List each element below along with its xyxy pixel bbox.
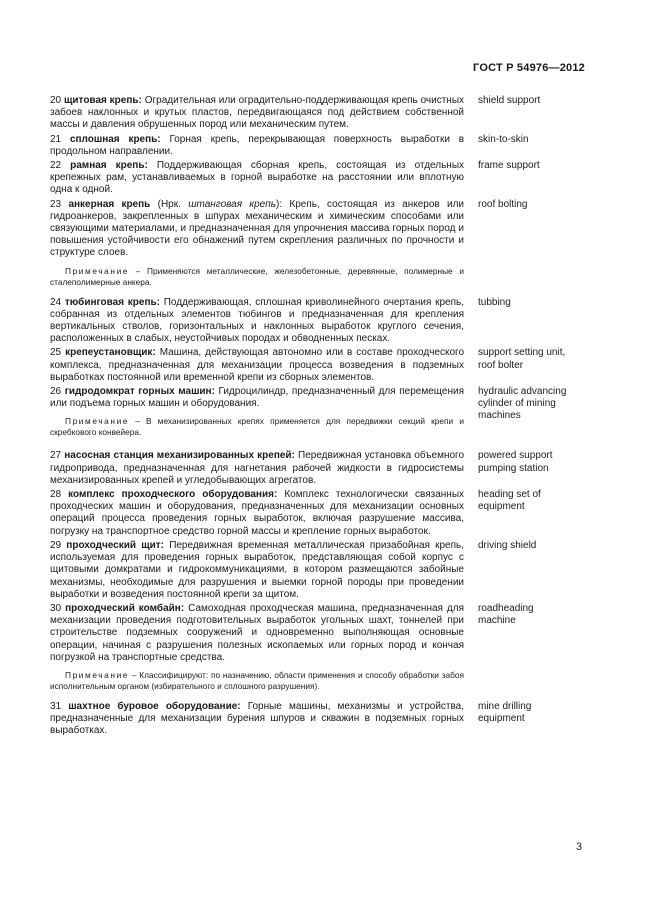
term-definition (50, 347, 464, 384)
term-number: 28 (50, 489, 62, 501)
english-equivalent: roof bolting (478, 198, 528, 210)
english-equivalent: frame support (478, 160, 540, 172)
page-number: 3 (576, 841, 583, 853)
term-number: 25 (50, 347, 62, 359)
term-number: 30 (50, 602, 62, 614)
definition-text: Поддерживающая, сплошная криволинейного очертания крепь, собранная из отдельных элементов тюбингов и предназначенная для крепления вертикальных стволов, горизонтальных и наклонных выработок круглого сечения, расположенных в слабых, неустойчивых породах и обводненных песках. (50, 296, 464, 345)
standard-number: ГОСТ Р 54976—2012 (473, 62, 585, 74)
term-definition (50, 489, 464, 538)
term-number: 22 (50, 160, 62, 172)
term-name: щитовая крепь: (63, 95, 142, 106)
term-entry-27 (50, 450, 596, 487)
term-name: насосная станция механизированных крепей: (64, 450, 295, 462)
english-equivalent: powered support pumping station (478, 450, 553, 474)
term-name: анкерная крепь (68, 198, 151, 210)
deprecated-prefix: (Нрк. (157, 198, 189, 210)
term-definition (50, 160, 464, 197)
definition-text: Горная крепь, перекрывающая поверхность выработки в продольном направлении. (50, 133, 465, 157)
term-number: 20 (50, 95, 62, 106)
term-number: 31 (50, 700, 62, 712)
term-entry-23 (50, 199, 596, 260)
note-text: – В механизированных крепях применяется для передвижки секций крепи и скребкового конвейера. (50, 416, 464, 438)
term-number: 29 (50, 539, 62, 551)
term-entry-29 (50, 540, 596, 601)
note (50, 416, 464, 438)
term-definition (50, 199, 464, 260)
definition-text: Оградительная или оградительно-поддерживающая крепь очистных забоев наклонных и крутых пластов, передвигающаяся под действием собственной массы и давления обрушенных пород или механическим путем. (50, 95, 465, 131)
term-definition (50, 95, 464, 132)
term-name: крепеустановщик: (65, 347, 156, 359)
deprecated-term: штанговая крепь (188, 198, 276, 210)
term-definition (50, 297, 464, 346)
definition-text: Гидроцилиндр, предназначенный для перемещения или подъема горных машин и оборудования. (50, 386, 464, 410)
term-entry-26 (50, 386, 596, 444)
term-number: 27 (50, 450, 62, 462)
english-equivalent: mine drilling equipment (478, 700, 532, 725)
term-entry-20 (50, 95, 596, 132)
english-equivalent: skin-to-skin (478, 133, 529, 145)
definition-text: Крепь, состоящая из анкеров или гидроанкеров, закрепленных в шпурах механическим и химическим способами или связующими материалами, и предназначенная для упрочнения массива горных пород и повышения устойчивости его обнажений путем скрепления различных по прочности и структуре слоев. (50, 198, 465, 259)
note-label: Примечание (65, 669, 130, 680)
term-name: комплекс проходческого оборудования: (68, 489, 278, 501)
term-entry-24 (50, 297, 596, 346)
definition-text: Поддерживающая сборная крепь, состоящая из отдельных крепежных рам, устанавливаемых в горной выработке на расстоянии или вплотную одна к одной. (50, 160, 465, 196)
term-entry-21 (50, 134, 596, 158)
term-definition (50, 603, 464, 664)
note-text: – Применяются металлические, железобетонные, деревянные, полимерные и сталеполимерные анкера. (50, 265, 464, 287)
definition-text: Передвижная установка объемного гидропривода, предназначенная для нагнетания рабочей жидкости в гидросистемы механизированных крепей и угледобывающих агрегатов. (50, 450, 465, 486)
term-entry-31 (50, 701, 596, 738)
term-number: 24 (50, 296, 62, 308)
note (50, 670, 464, 692)
term-entry-25 (50, 347, 596, 384)
term-number: 26 (50, 386, 62, 398)
english-equivalent: driving shield (478, 539, 537, 551)
term-name: шахтное буровое оборудование: (68, 700, 241, 712)
definition-text: Передвижная временная металлическая призабойная крепь, используемая для проведения горных выработок, представляющая собой корпус с щитовыми домкратами и гидрокоммуникациями, в котором размещаются забойные механизмы, необходимые для разрушения и выемки горной породы при проведении выработки и возведения постоянной крепи за щитом. (50, 539, 465, 600)
term-name: проходческий щит: (66, 539, 165, 551)
term-name: сплошная крепь: (69, 133, 161, 145)
term-number: 23 (50, 198, 62, 210)
term-name: проходческий комбайн: (65, 602, 185, 614)
definition-text: Горные машины, механизмы и устройства, предназначенные для механизации бурения шпуров и скважин в подземных горных выработках. (50, 700, 465, 737)
term-definition (50, 450, 464, 487)
deprecated-suffix: ): (275, 198, 290, 210)
note-text: – Классифицируют: по назначению, области применения и способу обработки забоя исполнительным органом (избирательного и сплошного разрушения). (50, 669, 464, 691)
term-name: рамная крепь: (70, 160, 148, 172)
note-label: Примечание (65, 265, 130, 276)
term-name: тюбинговая крепь: (64, 296, 160, 308)
definition-text: Машина, действующая автономно или в составе проходческого комплекса, предназначенная для механизации процесса возведения в подземных выработках постоянной или временной крепи из сборных элементов. (50, 347, 465, 383)
english-equivalent: shield support (478, 95, 541, 106)
note-label: Примечание (65, 416, 130, 427)
definition-text: Комплекс технологически связанных проходческих машин и оборудования, предназначенных для механизации основных операций процесса проведения горных выработок, включая разрушение массива, погрузку на транспортное средство горной массы и крепление горных выработок. (50, 489, 465, 537)
english-equivalent: roadheading machine (478, 602, 534, 627)
english-equivalent: heading set of equipment (478, 489, 541, 513)
term-entry-22 (50, 160, 596, 197)
term-name: гидродомкрат горных машин: (64, 386, 215, 398)
term-list (50, 95, 596, 740)
term-definition (50, 540, 464, 601)
definition-text: Самоходная проходческая машина, предназначенная для механизации проведения подготовительных выработок угольных шахт, тоннелей при строительстве подземных сооружений и одновременно выполняющая основные операции, начиная с разрушения полезных ископаемых или горных пород и кончая погрузкой на транспортные средства. (50, 602, 465, 663)
term-entry-30 (50, 603, 596, 664)
term-entry-28 (50, 489, 596, 538)
note (50, 266, 464, 288)
term-definition (50, 701, 464, 738)
term-number: 21 (50, 133, 62, 145)
english-equivalent: support setting unit, roof bolter (478, 347, 566, 371)
term-definition (50, 134, 464, 158)
english-equivalent: hydraulic advancing cylinder of mining machines (478, 386, 567, 422)
english-equivalent: tubbing (478, 296, 511, 308)
term-definition (50, 386, 464, 444)
